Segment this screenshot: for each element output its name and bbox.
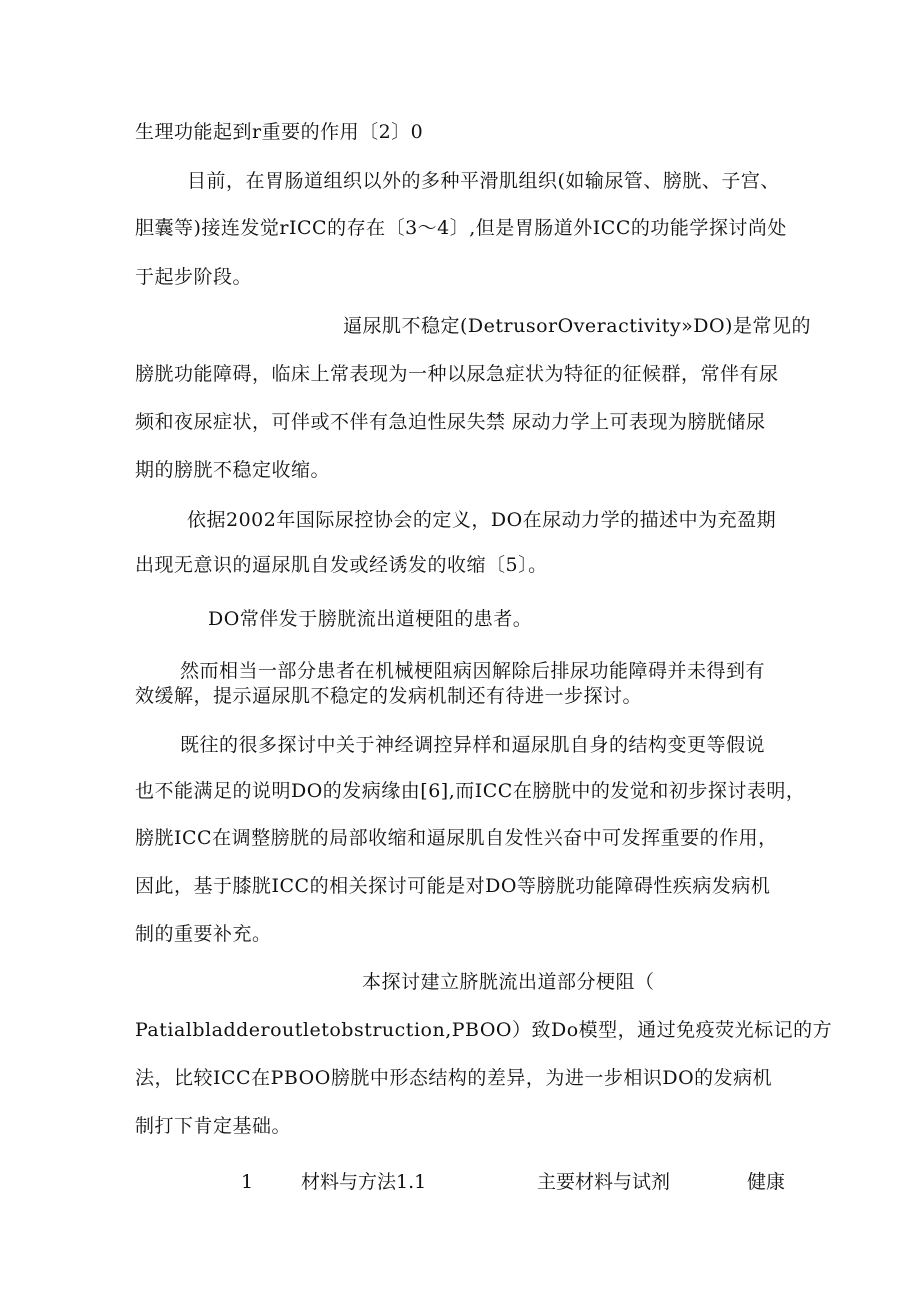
section-subtitle: 主要材料与试剂 bbox=[537, 1171, 671, 1193]
p8-line-2: Patialbladderoutletobstruction,PBOO）致Do模型，通过免疫荧光标记的方 bbox=[135, 1019, 833, 1041]
p4-line-2: 出现无意识的逼尿肌自发或经诱发的收缩〔5〕。 bbox=[135, 554, 548, 576]
p2-line-2: 胆囊等)接连发觉rICC的存在〔3～4〕,但是胃肠道外ICC的功能学探讨尚处 bbox=[135, 217, 787, 239]
section-number: 1 bbox=[241, 1171, 254, 1193]
p8-line-1: 本探讨建立脐胱流出道部分梗阻（ bbox=[362, 971, 655, 993]
p7-line-3: 膀胱ICC在调整膀胱的局部收缩和逼尿肌自发性兴奋中可发挥重要的作用， bbox=[135, 827, 778, 849]
p6-line-2: 效缓解，提示逼尿肌不稳定的发病机制还有待进一步探讨。 bbox=[135, 685, 643, 707]
p3-line-2: 膀胱功能障碍，临床上常表现为一种以尿急症状为特征的征候群，常伴有尿 bbox=[135, 363, 779, 385]
p7-line-5: 制的重要补充。 bbox=[135, 923, 272, 945]
p3-line-3: 频和夜尿症状，可伴或不伴有急迫性尿失禁 尿动力学上可表现为膀胱储尿 bbox=[135, 411, 766, 433]
p8-line-3: 法，比较ICC在PBOO膀胱中形态结构的差异，为进一步相识DO的发病机 bbox=[135, 1067, 773, 1089]
p3-line-1: 逼尿肌不稳定(DetrusorOveractivity»DO)是常见的 bbox=[343, 315, 811, 337]
p3-line-4: 期的膀胱不稳定收缩。 bbox=[135, 459, 331, 481]
p7-line-1: 既往的很多探讨中关于神经调控异样和逼尿肌自身的结构变更等假说 bbox=[180, 734, 766, 756]
p8-line-4: 制打下肯定基础。 bbox=[135, 1115, 292, 1137]
p2-line-3: 于起步阶段。 bbox=[135, 266, 253, 288]
p7-line-4: 因此，基于膝胱ICC的相关探讨可能是对DO等膀胱功能障碍性疾病发病机 bbox=[135, 875, 771, 897]
section-trailing-text: 健康 bbox=[747, 1171, 786, 1193]
p5-line-1: DO常伴发于膀胱流出道梗阻的患者。 bbox=[208, 608, 533, 630]
p2-line-1: 目前，在胃肠道组织以外的多种平滑肌组织(如输尿管、膀胱、子宫、 bbox=[187, 170, 780, 192]
p6-line-1: 然而相当一部分患者在机械梗阻病因解除后排尿功能障碍并未得到有 bbox=[180, 660, 766, 682]
p4-line-1: 依据2002年国际尿控协会的定义，DO在尿动力学的描述中为充盈期 bbox=[187, 509, 777, 531]
p1-line-1: 生理功能起到r重要的作用〔2〕0 bbox=[135, 121, 424, 143]
section-title: 材料与方法1.1 bbox=[301, 1171, 427, 1193]
p7-line-2: 也不能满足的说明DO的发病缘由[6],而ICC在膀胱中的发觉和初步探讨表明， bbox=[135, 780, 806, 802]
